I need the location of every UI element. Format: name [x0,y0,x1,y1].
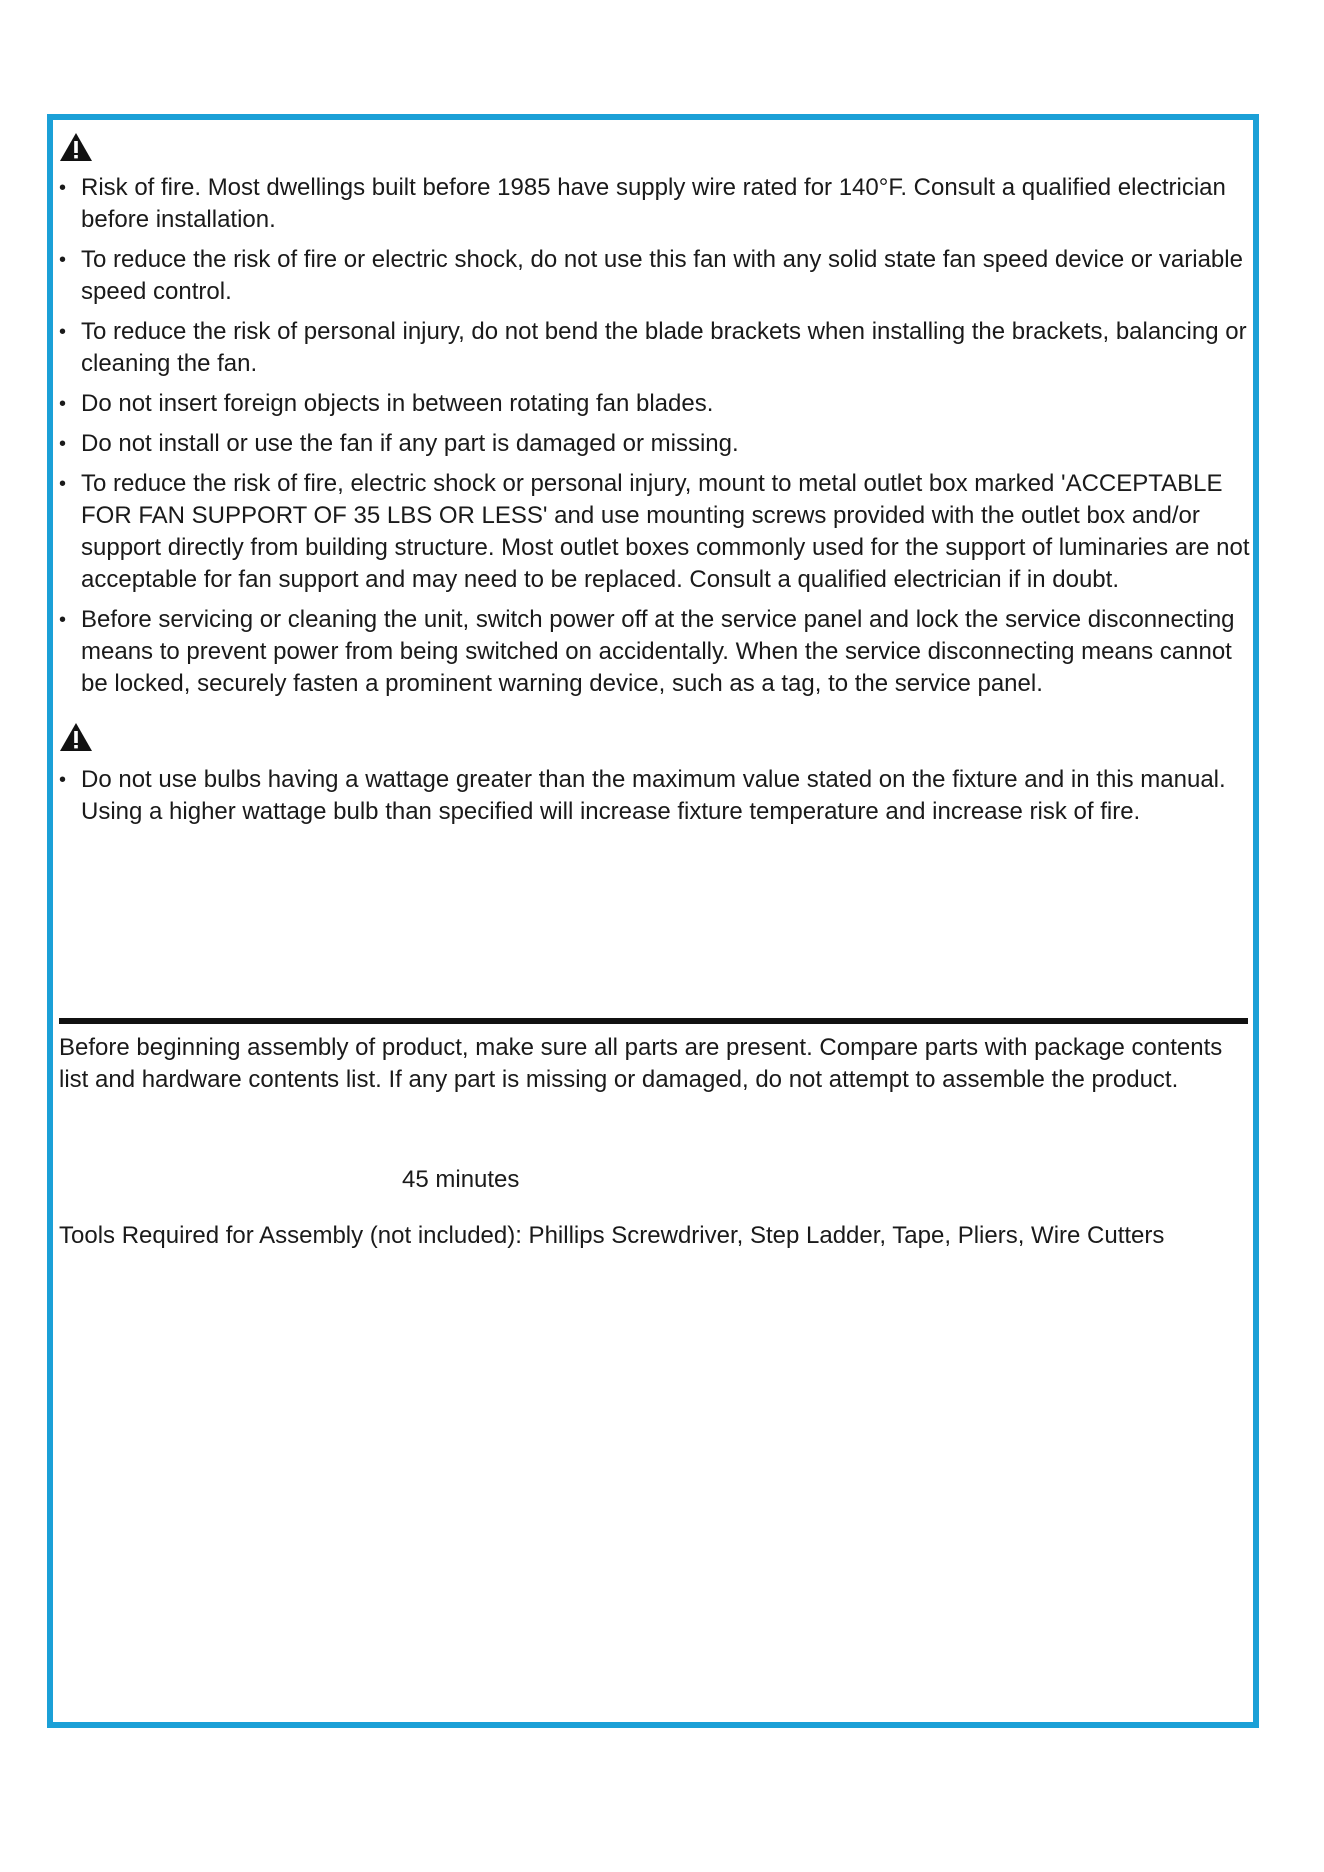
document-frame [47,114,1259,1728]
warning-item-text: Do not install or use the fan if any part is damaged or missing. [81,430,739,457]
warning-item-text: To reduce the risk of fire, electric shock or personal injury, mount to metal outlet box marked 'ACCEPTABLE FOR FAN SUPPORT OF 35 LBS OR LESS' and use mounting screws provided with the outlet box and/or support directly from building structure. Most outlet boxes commonly used for the support of luminaries are not acceptable for fan support and may need to be replaced. Consult a qualified electrician if in doubt. [81,470,1250,593]
warning-item-text: Do not insert foreign objects in between rotating fan blades. [81,390,714,417]
bullet-mark: • [59,321,67,343]
warning-item [59,244,1253,308]
warning-item [59,468,1253,596]
warning-item [59,764,1253,828]
warning-item-text: Before servicing or cleaning the unit, switch power off at the service panel and lock the service disconnecting means to prevent power from being switched on accidentally. When the service disconnecting means cannot be locked, securely fasten a prominent warning device, such as a tag, to the service panel. [81,606,1235,697]
document-content [59,132,1253,1249]
bullet-mark: • [59,393,67,415]
warning-item-text: Risk of fire. Most dwellings built before 1985 have supply wire rated for 140°F. Consult a qualified electrician before installation. [81,174,1226,233]
warning-item [59,604,1253,700]
assembly-time-value: 45 minutes [402,1166,520,1193]
section-divider [59,1018,1248,1024]
bullet-mark: • [59,473,67,495]
bullet-mark: • [59,177,67,199]
bullet-mark: • [59,609,67,631]
bullet-mark: • [59,433,67,455]
warning-section-2 [59,722,1253,828]
tools-required-text: Tools Required for Assembly (not included): Phillips Screwdriver, Step Ladder, Tape, Pliers, Wire Cutters [59,1222,1165,1249]
warning-item-text: To reduce the risk of fire or electric shock, do not use this fan with any solid state fan speed device or variable speed control. [81,246,1243,305]
warning-triangle-icon [59,722,93,752]
intro-paragraph: Before beginning assembly of product, make sure all parts are present. Compare parts with package contents list and hardware contents list. If any part is missing or damaged, do not attempt to assemble the product. [59,1034,1223,1093]
warning-list-1 [59,172,1253,700]
warning-list-2 [59,764,1253,828]
bullet-mark: • [59,769,67,791]
warning-triangle-icon [59,132,93,162]
warning-item-text: Do not use bulbs having a wattage greater than the maximum value stated on the fixture and in this manual. Using a higher wattage bulb than specified will increase fixture temperature and increase risk of fire. [81,766,1226,825]
warning-item [59,428,1253,460]
bullet-mark: • [59,249,67,271]
warning-item [59,388,1253,420]
warning-item [59,172,1253,236]
warning-section-1 [59,132,1253,700]
warning-item-text: To reduce the risk of personal injury, do not bend the blade brackets when installing the brackets, balancing or cleaning the fan. [81,318,1247,377]
warning-item [59,316,1253,380]
